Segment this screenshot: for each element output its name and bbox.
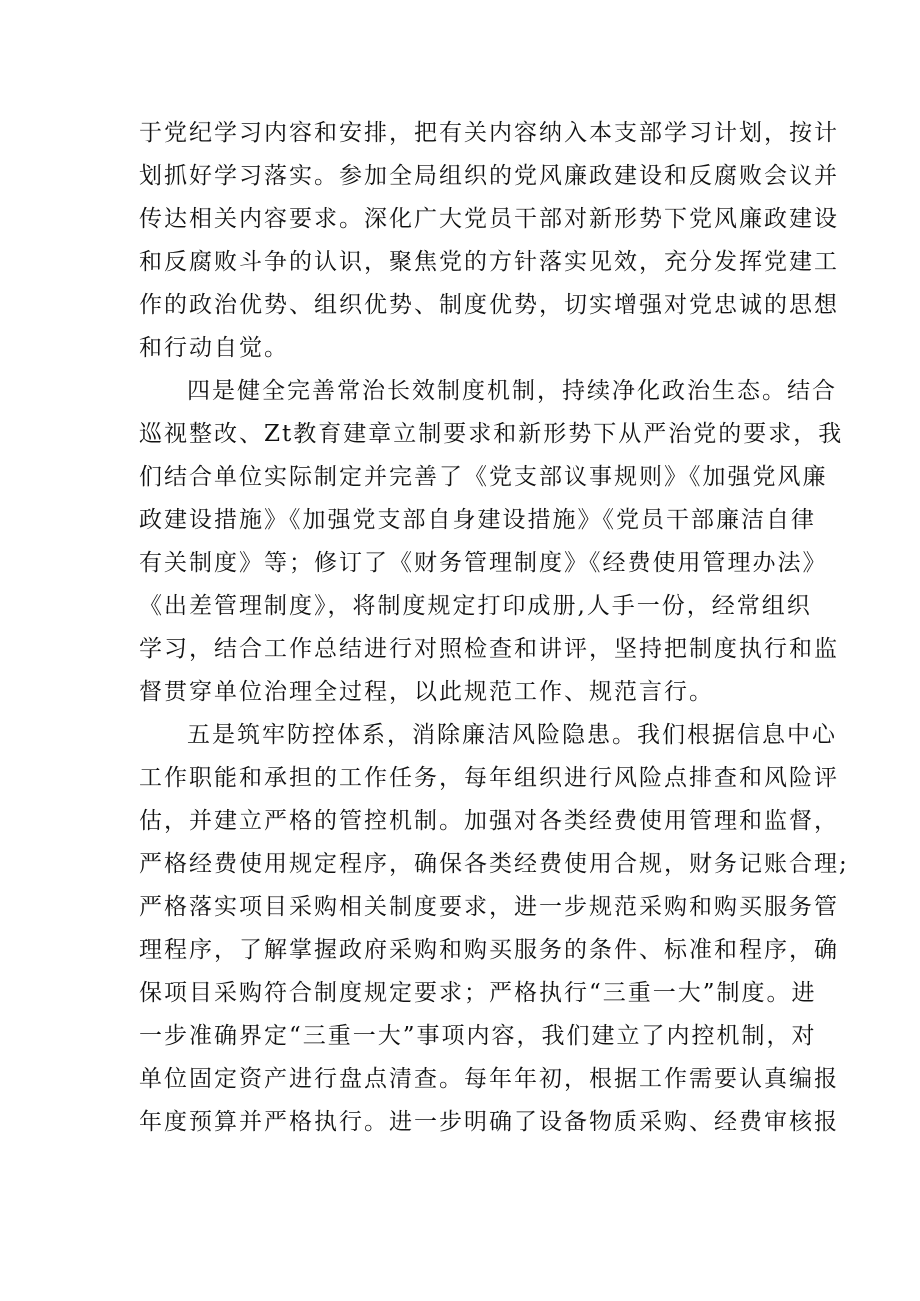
paragraph-line: 于党纪学习内容和安排，把有关内容纳入本支部学习计划，按计 (139, 120, 839, 146)
paragraph-point-four (139, 370, 844, 714)
paragraph-line: 政建设措施》《加强党支部自身建设措施》《党员干部廉洁自律 (139, 507, 816, 533)
paragraph-line: 和行动自觉。 (139, 335, 289, 361)
paragraph-point-five (139, 714, 849, 1144)
paragraph-line: 督贯穿单位治理全过程，以此规范工作、规范言行。 (139, 679, 714, 705)
paragraph-line: 学习，结合工作总结进行对照检查和讲评，坚持把制度执行和监 (139, 636, 839, 662)
paragraph-line: 年度预算并严格执行。进一步明确了设备物质采购、经费审核报 (139, 1109, 839, 1135)
paragraph-line: 《出差管理制度》，将制度规定打印成册,人手一份，经常组织 (139, 593, 812, 619)
paragraph-line: 巡视整改、Zt教育建章立制要求和新形势下从严治党的要求，我 (139, 421, 844, 447)
paragraph-line: 严格经费使用规定程序，确保各类经费使用合规，财务记账合理; (139, 851, 849, 877)
paragraph-line: 估，并建立严格的管控机制。加强对各类经费使用管理和监督， (139, 808, 839, 834)
paragraph-line: 理程序，了解掌握政府采购和购买服务的条件、标准和程序，确 (139, 937, 839, 963)
paragraph-line: 保项目采购符合制度规定要求；严格执行“三重一大”制度。进 (139, 980, 817, 1006)
paragraph-party-discipline (139, 112, 839, 370)
paragraph-line: 严格落实项目采购相关制度要求，进一步规范采购和购买服务管 (139, 894, 839, 920)
paragraph-line: 有关制度》等；修订了《财务管理制度》《经费使用管理办法》 (139, 550, 828, 576)
paragraph-line: 和反腐败斗争的认识，聚焦党的方针落实见效，充分发挥党建工 (139, 249, 839, 275)
paragraph-line: 们结合单位实际制定并完善了《党支部议事规则》《加强党风廉 (139, 464, 828, 490)
paragraph-line: 划抓好学习落实。参加全局组织的党风廉政建设和反腐败会议并 (139, 163, 839, 189)
paragraph-line: 四是健全完善常治长效制度机制，持续净化政治生态。结合 (187, 378, 837, 404)
paragraph-line: 传达相关内容要求。深化广大党员干部对新形势下党风廉政建设 (139, 206, 839, 232)
paragraph-line: 一步准确界定“三重一大”事项内容，我们建立了内控机制，对 (139, 1023, 817, 1049)
paragraph-line: 五是筑牢防控体系，消除廉洁风险隐患。我们根据信息中心 (187, 722, 837, 748)
document-body (139, 112, 849, 1144)
paragraph-line: 单位固定资产进行盘点清查。每年年初，根据工作需要认真编报 (139, 1066, 839, 1092)
paragraph-line: 工作职能和承担的工作任务，每年组织进行风险点排查和风险评 (139, 765, 839, 791)
paragraph-line: 作的政治优势、组织优势、制度优势，切实增强对党忠诚的思想 (139, 292, 839, 318)
